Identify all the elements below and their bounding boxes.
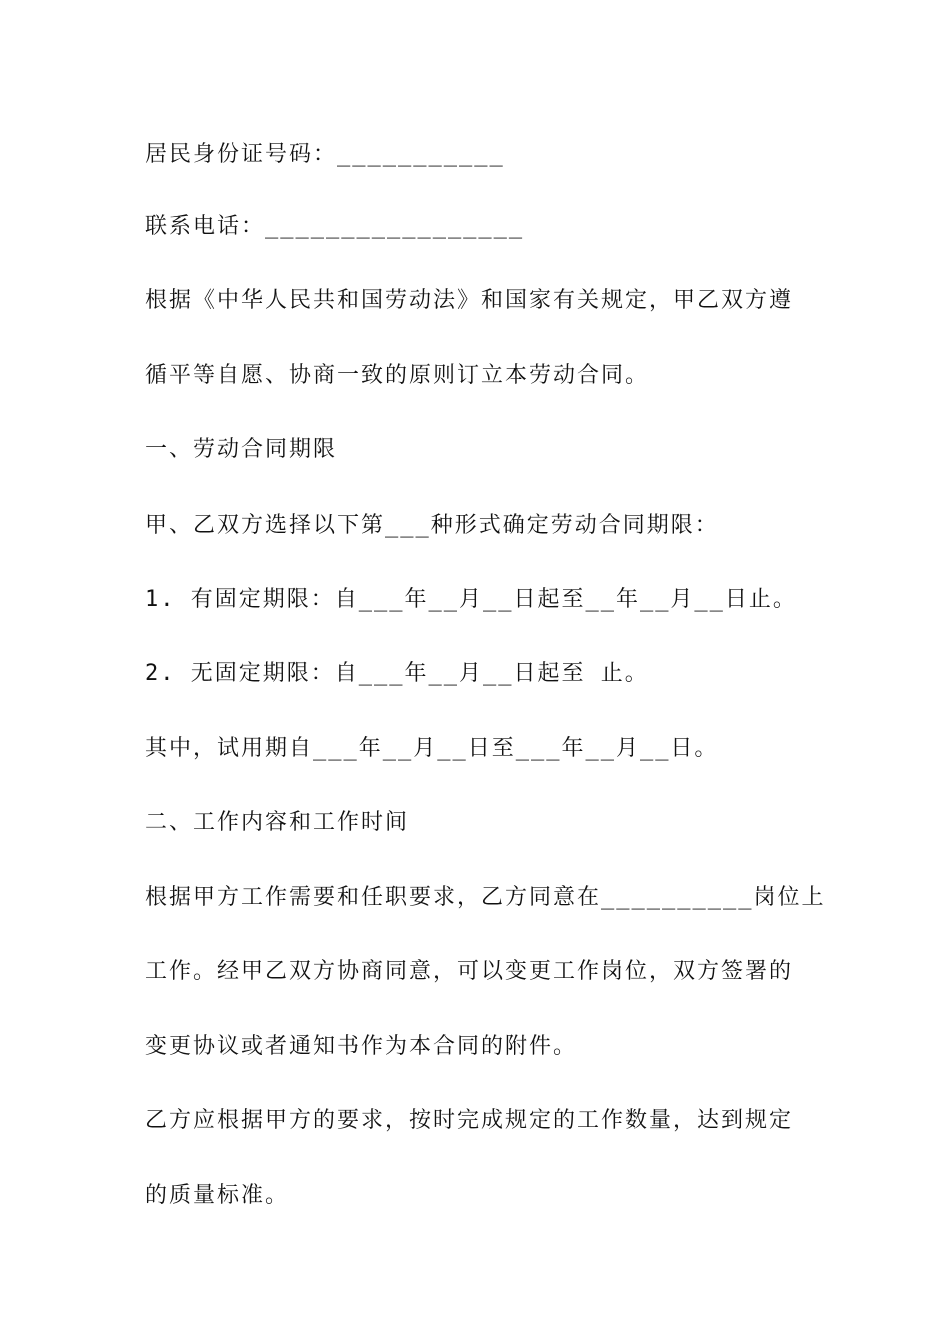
workload-line-2: 的质量标准。 — [145, 1183, 290, 1208]
id-number-line: 居民身份证号码：___________ — [145, 142, 505, 167]
preamble-line-1: 根据《中华人民共和国劳动法》和国家有关规定，甲乙双方遵 — [145, 288, 794, 313]
section-2-heading: 二、工作内容和工作时间 — [145, 810, 410, 835]
position-line-1: 根据甲方工作需要和任职要求，乙方同意在__________岗位上 — [145, 885, 826, 910]
position-line-3: 变更协议或者通知书作为本合同的附件。 — [145, 1034, 578, 1059]
probation-line: 其中，试用期自___年__月__日至___年__月__日。 — [145, 736, 719, 761]
position-line-2: 工作。经甲乙双方协商同意，可以变更工作岗位，双方签署的 — [145, 959, 794, 984]
open-term-line: 2. 无固定期限：自___年__月__日起至 止。 — [145, 661, 649, 686]
term-choice-line: 甲、乙双方选择以下第___种形式确定劳动合同期限： — [145, 513, 719, 538]
section-1-heading: 一、劳动合同期限 — [145, 437, 338, 462]
preamble-line-2: 循平等自愿、协商一致的原则订立本劳动合同。 — [145, 363, 650, 388]
fixed-term-line: 1. 有固定期限：自___年__月__日起至__年__月__日止。 — [145, 587, 797, 612]
workload-line-1: 乙方应根据甲方的要求，按时完成规定的工作数量，达到规定 — [145, 1108, 794, 1133]
phone-line: 联系电话：_________________ — [145, 214, 525, 239]
